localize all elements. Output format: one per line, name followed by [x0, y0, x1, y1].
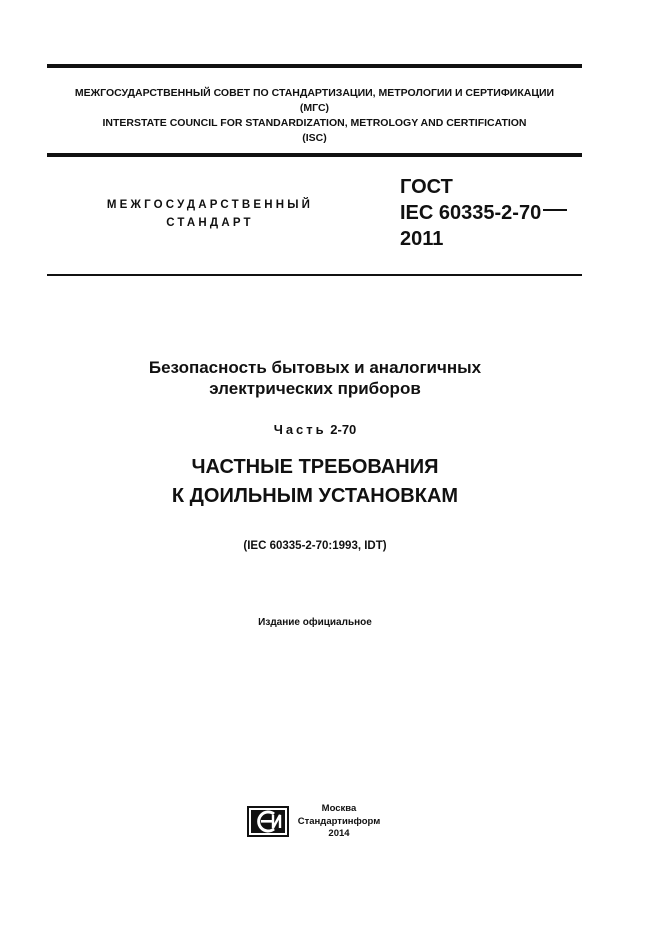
- publisher-year: 2014: [328, 828, 350, 839]
- standard-kind-line2: СТАНДАРТ: [166, 217, 254, 229]
- title-line1: Безопасность бытовых и аналогичных: [148, 358, 482, 377]
- standard-number: IEC 60335-2-70: [400, 202, 542, 224]
- document-subject: [60, 453, 570, 511]
- standard-designation: [400, 174, 567, 252]
- publisher-block: [296, 803, 382, 841]
- standard-year: 2011: [400, 228, 444, 250]
- publisher-name: Стандартинформ: [297, 815, 381, 827]
- title-line2: электрических приборов: [209, 379, 421, 398]
- council-name-en: INTERSTATE COUNCIL FOR STANDARDIZATION, METROLOGY AND CERTIFICATION: [102, 117, 527, 129]
- identity-reference: (IEC 60335-2-70:1993, IDT): [243, 540, 387, 552]
- subject-line2: К ДОИЛЬНЫМ УСТАНОВКАМ: [171, 485, 459, 507]
- council-name-ru: МЕЖГОСУДАРСТВЕННЫЙ СОВЕТ ПО СТАНДАРТИЗАЦИИ, МЕТРОЛОГИИ И СЕРТИФИКАЦИИ: [74, 87, 555, 99]
- part-number: 2-70: [330, 422, 357, 437]
- council-header: [47, 86, 582, 146]
- standard-kind: [60, 196, 360, 232]
- document-title: [60, 357, 570, 399]
- part-label: [60, 422, 570, 437]
- council-abbr-ru: (МГС): [299, 102, 330, 114]
- standard-kind-line1: МЕЖГОСУДАРСТВЕННЫЙ: [106, 199, 314, 211]
- publisher-city: Москва: [321, 803, 357, 814]
- subject-line1: ЧАСТНЫЕ ТРЕБОВАНИЯ: [191, 456, 439, 478]
- standartinform-logo-icon: [247, 806, 289, 837]
- designation-rule: [47, 274, 582, 276]
- top-rule: [47, 64, 582, 68]
- edition-note: Издание официальное: [258, 617, 372, 628]
- council-abbr-en: (ISC): [302, 132, 327, 144]
- designation-dash: [543, 209, 567, 211]
- standard-prefix: ГОСТ: [400, 176, 453, 198]
- header-rule: [47, 153, 582, 157]
- part-word: Часть: [273, 422, 327, 437]
